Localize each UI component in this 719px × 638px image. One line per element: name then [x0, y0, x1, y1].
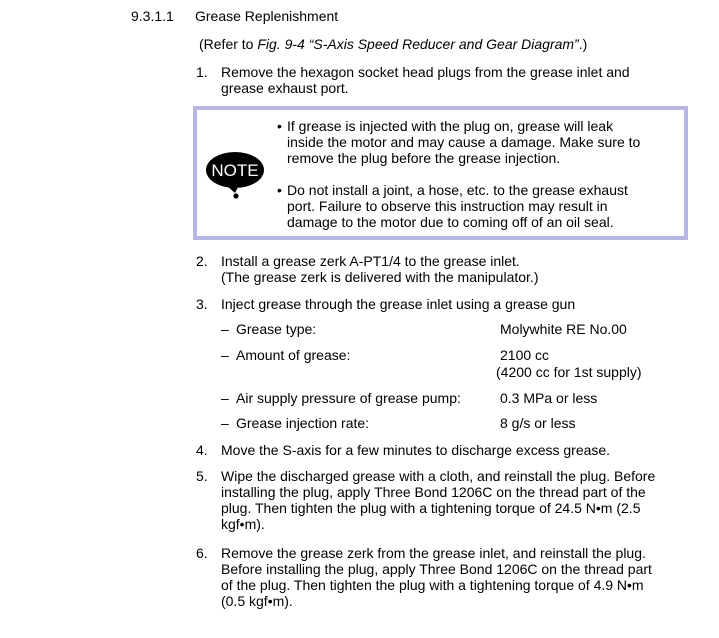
note-icon [205, 151, 265, 199]
section-number: 9.3.1.1 [131, 8, 174, 24]
figure-reference-link: Fig. 9-4 “S-Axis Speed Reducer and Gear Diagram” [257, 36, 579, 52]
section-title: Grease Replenishment [195, 8, 339, 24]
figure-reference: (Refer to Fig. 9-4 “S-Axis Speed Reducer and Gear Diagram”.) [199, 36, 588, 52]
svg-text:NOTE: NOTE [211, 161, 259, 180]
note-box: NOTE • If grease is injected with the plug on, grease will leak inside the motor and may cause a damage. Make sure to remove the plug before the grease injection. • Do not install a joint, a hose, etc. to the grease exhaust port. Failure to observe this instruction may result in damage to the motor due to coming off of an oil seal. [193, 106, 688, 240]
